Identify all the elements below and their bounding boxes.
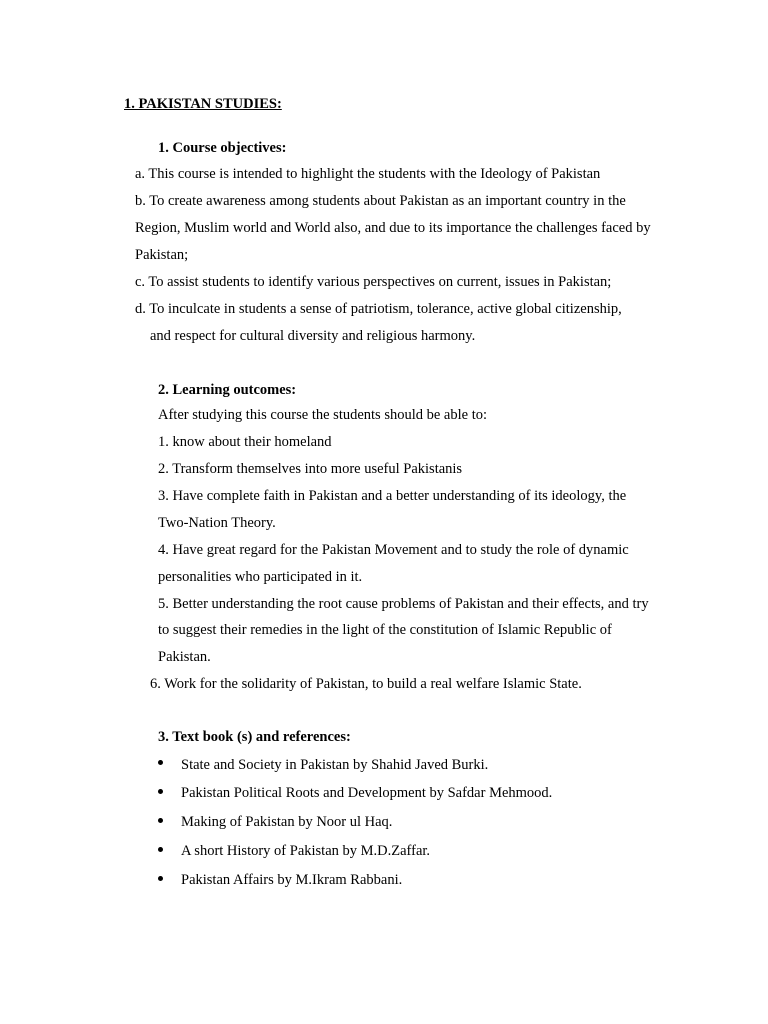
reference-item: State and Society in Pakistan by Shahid Javed Burki. [181,757,489,773]
reference-item: Making of Pakistan by Noor ul Haq. [181,814,393,830]
outcome-line-3: 3. Have complete faith in Pakistan and a better understanding of its ideology, the [158,488,627,504]
outcome-line-1: 1. know about their homeland [158,434,332,450]
outcome-line-4-cont: personalities who participated in it. [158,569,363,585]
outcome-line-2: 2. Transform themselves into more useful Pakistanis [158,461,463,477]
objective-line-b-cont: Region, Muslim world and World also, and due to its importance the challenges faced by [135,220,651,236]
objective-line-b: b. To create awareness among students about Pakistan as an important country in the [135,193,626,209]
objective-line-c: c. To assist students to identify various perspectives on current, issues in Pakistan; [135,274,612,290]
outcome-line-4: 4. Have great regard for the Pakistan Movement and to study the role of dynamic [158,542,629,558]
objective-line-b-cont: Pakistan; [135,247,189,263]
objective-line-d-cont: and respect for cultural diversity and religious harmony. [150,328,476,344]
outcome-intro: After studying this course the students should be able to: [158,407,488,423]
document-title: 1. PAKISTAN STUDIES: [124,96,282,112]
outcome-line-5-cont: to suggest their remedies in the light of the constitution of Islamic Republic of [158,622,612,638]
bullet-icon [158,876,163,881]
reference-item: A short History of Pakistan by M.D.Zaffar. [181,843,431,859]
outcome-line-6: 6. Work for the solidarity of Pakistan, to build a real welfare Islamic State. [150,676,582,692]
objective-line-a: a. This course is intended to highlight the students with the Ideology of Pakistan [135,166,601,182]
section-heading-references: 3. Text book (s) and references: [158,729,351,745]
outcome-line-3-cont: Two-Nation Theory. [158,515,276,531]
bullet-icon [158,847,163,852]
reference-item: Pakistan Political Roots and Development by Safdar Mehmood. [181,785,553,801]
objective-line-d: d. To inculcate in students a sense of patriotism, tolerance, active global citizenship, [135,301,622,317]
section-heading-learning-outcomes: 2. Learning outcomes: [158,382,297,398]
bullet-icon [158,760,163,765]
bullet-icon [158,789,163,794]
bullet-icon [158,818,163,823]
outcome-line-5: 5. Better understanding the root cause problems of Pakistan and their effects, and try [158,596,649,612]
reference-item: Pakistan Affairs by M.Ikram Rabbani. [181,872,403,888]
outcome-line-5-cont: Pakistan. [158,649,211,665]
section-heading-course-objectives: 1. Course objectives: [158,140,287,156]
